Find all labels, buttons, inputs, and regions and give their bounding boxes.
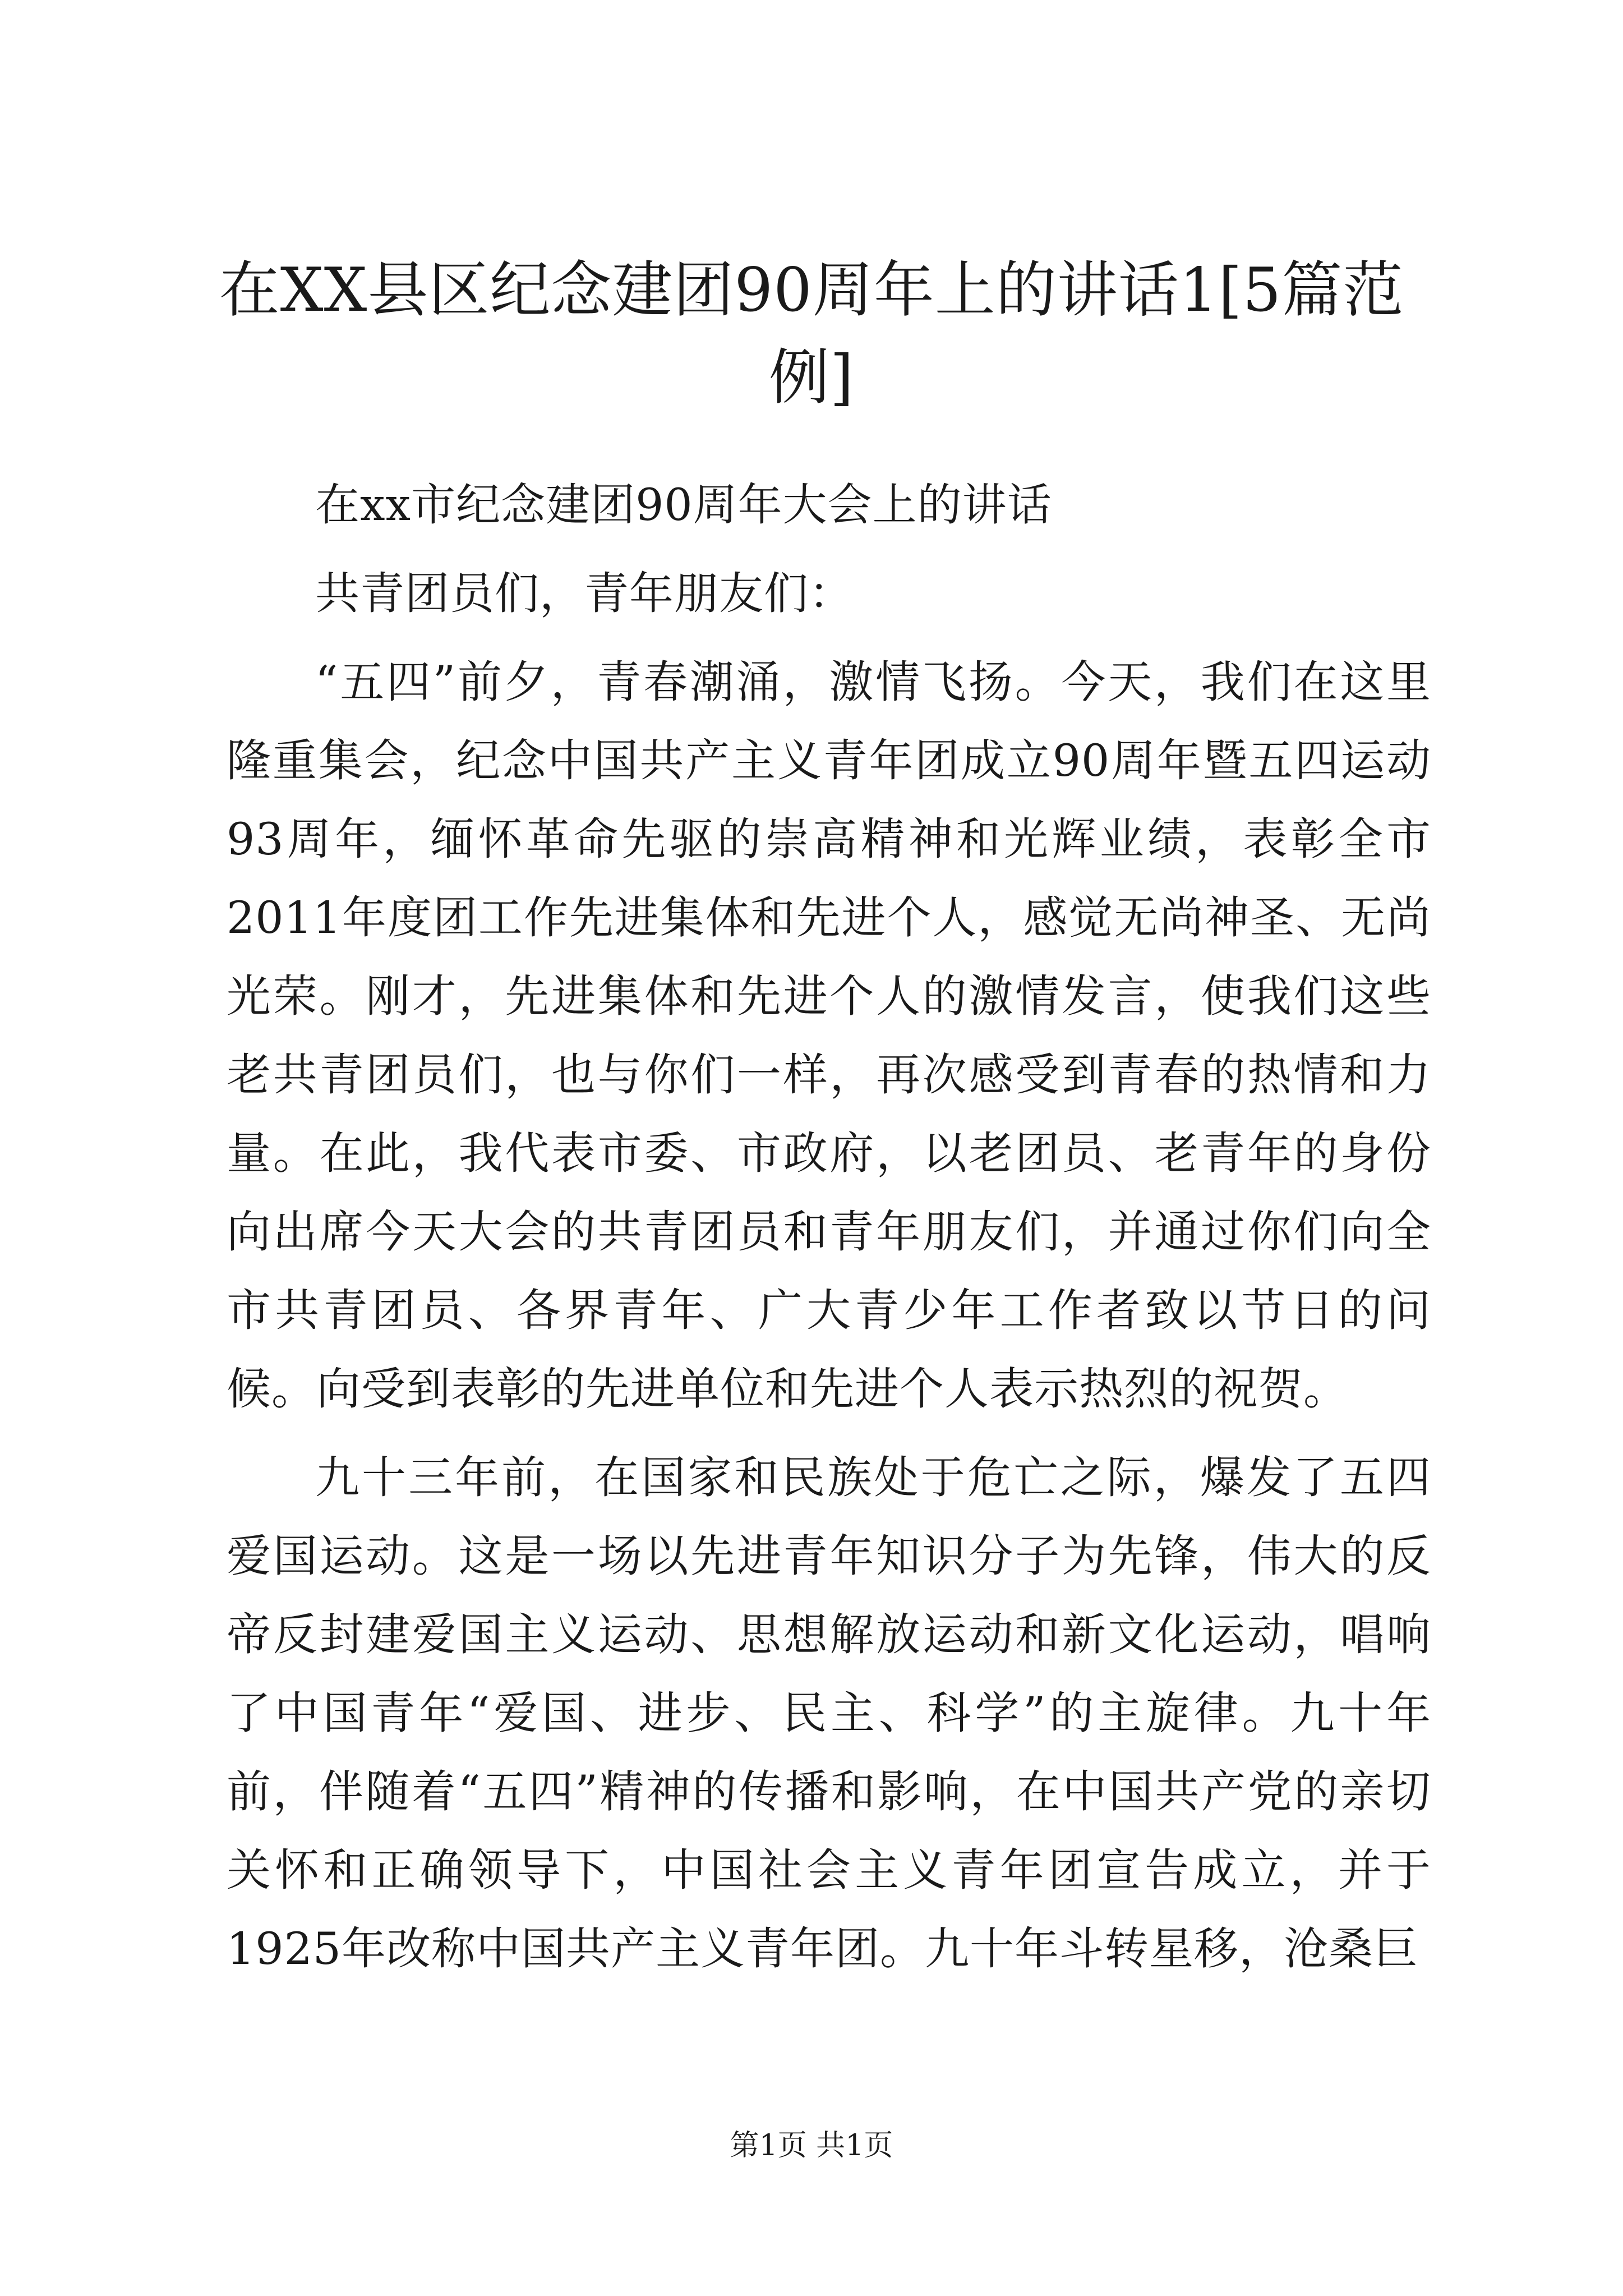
body-paragraph: 九十三年前，在国家和民族处于危亡之际，爆发了五四爱国运动。这是一场以先进青年知识分子为先锋，伟大的反帝反封建爱国主义运动、思想解放运动和新文化运动，唱响了中国青年“爱国、进步、民主、科学”的主旋律。九十年前，伴随着“五四”精神的传播和影响，在中国共产党的亲切关怀和正确领导下，中国社会主义青年团宣告成立，并于1925年改称中国共产主义青年团。九十年斗转星移，沧桑巨 xyxy=(227,1452,1431,1975)
body-paragraph: 在xx市纪念建团90周年大会上的讲话 xyxy=(315,479,1052,531)
body-paragraph: 共青团员们，青年朋友们： xyxy=(315,568,854,619)
body-paragraph: “五四”前夕，青春潮涌，激情飞扬。今天，我们在这里隆重集会，纪念中国共产主义青年团成立90周年暨五四运动93周年，缅怀革命先驱的崇高精神和光辉业绩，表彰全市2011年度团工作先进集体和先进个人，感觉无尚神圣、无尚光荣。刚才，先进集体和先进个人的激情发言，使我们这些老共青团员们，也与你们一样，再次感受到青春的热情和力量。在此，我代表市委、市政府，以老团员、老青年的身份向出席今天大会的共青团员和青年朋友们，并通过你们向全市共青团员、各界青年、广大青少年工作者致以节日的问候。向受到表彰的先进单位和先进个人表示热烈的祝贺。 xyxy=(227,656,1431,1415)
document-body xyxy=(227,466,1431,1988)
document-title: 在XX县区纪念建团90周年上的讲话1[5篇范例] xyxy=(219,255,1404,413)
page-footer: 第1页 共1页 xyxy=(730,2129,893,2162)
